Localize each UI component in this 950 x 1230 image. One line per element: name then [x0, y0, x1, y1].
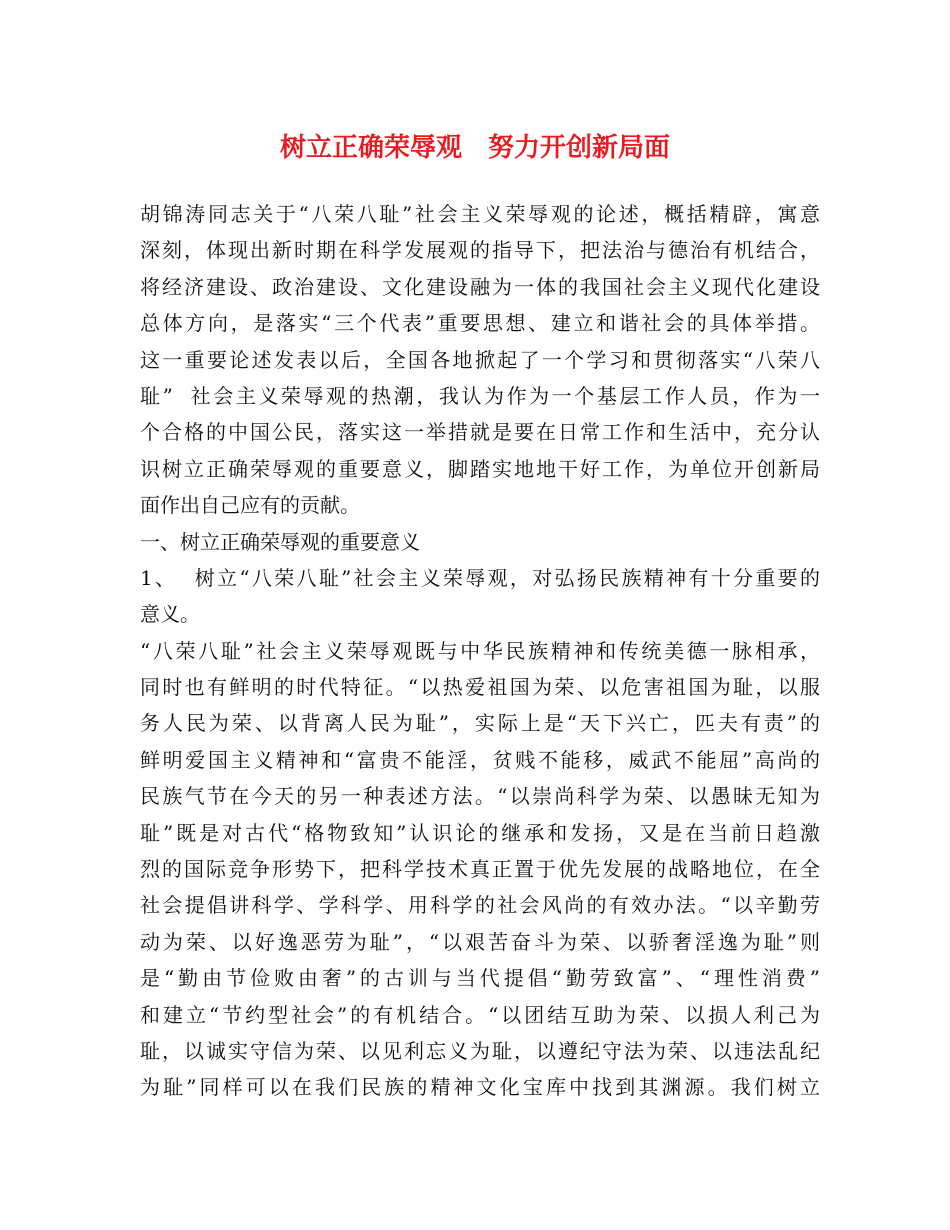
text-line: “八荣八耻”社会主义荣辱观既与中华民族精神和传统美德一脉相承， — [140, 638, 820, 663]
text-line: 动为荣、以好逸恶劳为耻”，“以艰苦奋斗为荣、以骄奢淫逸为耻”则 — [140, 929, 820, 954]
document-title: 树立正确荣辱观 努力开创新局面 — [279, 133, 670, 163]
text-line: 为耻”同样可以在我们民族的精神文化宝库中找到其渊源。我们树立 — [140, 1075, 820, 1100]
document-body — [140, 196, 820, 1106]
text-line: 个合格的中国公民，落实这一举措就是要在日常工作和生活中，充分认 — [140, 420, 820, 445]
text-line: 胡锦涛同志关于“八荣八耻”社会主义荣辱观的论述，概括精辟，寓意 — [140, 202, 820, 226]
text-line: 意义。 — [140, 602, 200, 627]
text-line: 耻” 社会主义荣辱观的热潮，我认为作为一个基层工作人员，作为一 — [140, 383, 820, 408]
text-line: 同时也有鲜明的时代特征。“以热爱祖国为荣、以危害祖国为耻，以服 — [140, 675, 820, 700]
text-line: 将经济建设、政治建设、文化建设融为一体的我国社会主义现代化建设 — [140, 274, 820, 299]
text-line: 务人民为荣、以背离人民为耻”，实际上是“天下兴亡，匹夫有责”的 — [140, 711, 820, 736]
text-line: 耻”既是对古代“格物致知”认识论的继承和发扬，又是在当前日趋激 — [140, 820, 820, 845]
text-line: 1、 树立“八荣八耻”社会主义荣辱观，对弘扬民族精神有十分重要的 — [140, 565, 820, 590]
text-line: 识树立正确荣辱观的重要意义，脚踏实地地干好工作，为单位开创新局 — [140, 456, 820, 481]
text-line: 一、树立正确荣辱观的重要意义 — [140, 529, 420, 554]
text-line: 鲜明爱国主义精神和“富贵不能淫，贫贱不能移，威武不能屈”高尚的 — [140, 747, 820, 772]
text-line: 耻，以诚实守信为荣、以见利忘义为耻，以遵纪守法为荣、以违法乱纪 — [140, 1038, 820, 1063]
text-line: 这一重要论述发表以后，全国各地掀起了一个学习和贯彻落实“八荣八 — [140, 347, 820, 372]
text-line: 深刻，体现出新时期在科学发展观的指导下，把法治与德治有机结合， — [140, 238, 820, 263]
text-line: 面作出自己应有的贡献。 — [140, 493, 360, 518]
text-line: 社会提倡讲科学、学科学、用科学的社会风尚的有效办法。“以辛勤劳 — [140, 893, 820, 918]
text-line: 是“勤由节俭败由奢”的古训与当代提倡“勤劳致富”、“理性消费” — [140, 966, 820, 991]
text-line: 民族气节在今天的另一种表述方法。“以崇尚科学为荣、以愚昧无知为 — [140, 784, 820, 809]
text-line: 和建立“节约型社会”的有机结合。“以团结互助为荣、以损人利己为 — [140, 1002, 820, 1027]
text-line: 总体方向，是落实“三个代表”重要思想、建立和谐社会的具体举措。 — [140, 311, 820, 336]
text-line: 烈的国际竞争形势下，把科学技术真正置于优先发展的战略地位，在全 — [140, 857, 820, 882]
